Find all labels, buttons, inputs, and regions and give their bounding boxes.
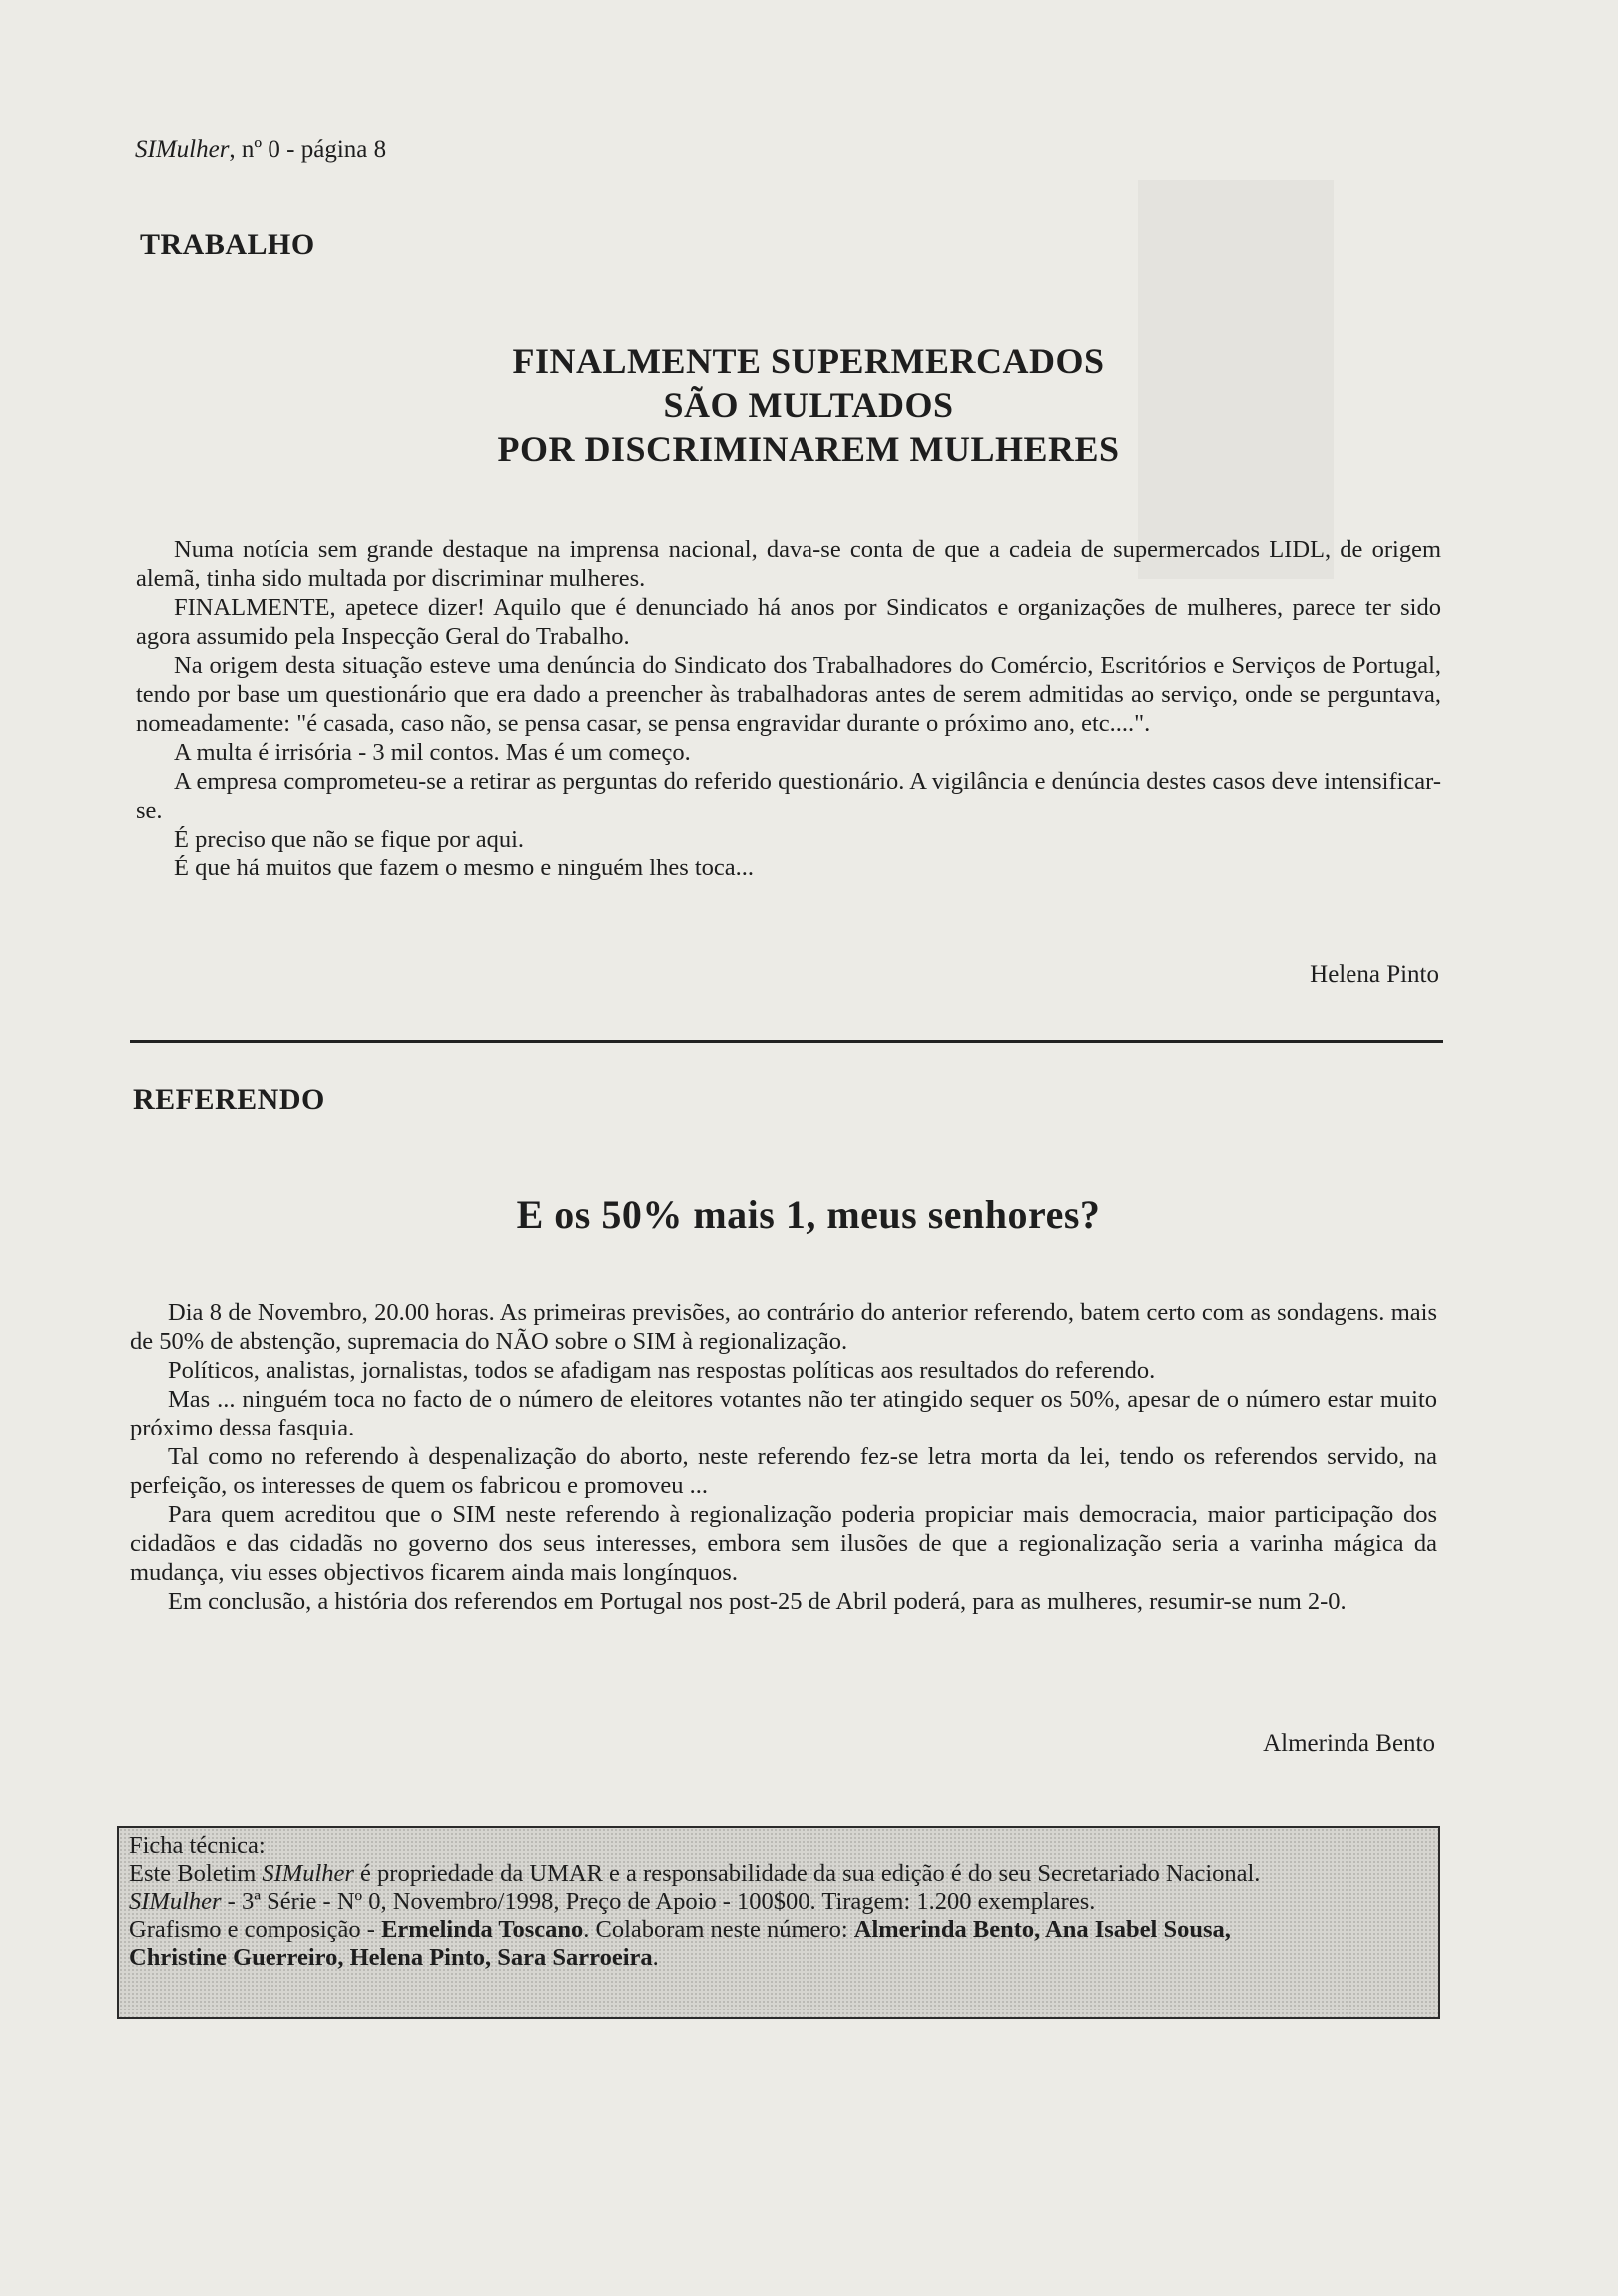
paragraph: Na origem desta situação esteve uma denúncia do Sindicato dos Trabalhadores do Comércio, Escritórios e Serviços de Portugal, tendo por base um questionário que era dado a preencher às trabalhadoras antes de serem admitidas ao serviço, onde se perguntava, nomeadamente: "é casada, caso não, se pensa casar, se pensa engravidar durante o próximo ano, etc....". [136,652,1441,737]
ficha-tecnica-box [117,1826,1440,2019]
contributors: Almerinda Bento, Ana Isabel Sousa, [853,1916,1231,1943]
paragraph: A multa é irrisória - 3 mil contos. Mas é um começo. [174,739,691,766]
paragraph: FINALMENTE, apetece dizer! Aquilo que é denunciado há anos por Sindicatos e organizações de mulheres, parece ter sido agora assumido pela Inspecção Geral do Trabalho. [136,594,1441,650]
section-label-trabalho: TRABALHO [140,228,315,261]
article1-author: Helena Pinto [1310,961,1439,988]
article2-body [130,1298,1437,1616]
paragraph: Mas ... ninguém toca no facto de o número de eleitores votantes não ter atingido sequer os 50%, apesar de o número estar muito próximo dessa fasquia. [130,1386,1437,1441]
paragraph: Tal como no referendo à despenalização do aborto, neste referendo fez-se letra morta da lei, tendo os referendos servido, na perfeição, os interesses de quem os fabricou e promoveu ... [130,1443,1437,1499]
headline-line-3: POR DISCRIMINAREM MULHERES [497,429,1120,469]
paragraph: É preciso que não se fique por aqui. [174,826,525,853]
paragraph: Em conclusão, a história dos referendos em Portugal nos post-25 de Abril poderá, para as mulheres, resumir-se num 2-0. [168,1588,1347,1615]
paragraph: É que há muitos que fazem o mesmo e ninguém lhes toca... [174,855,755,881]
paragraph: Para quem acreditou que o SIM neste referendo à regionalização poderia propiciar mais democracia, maior participação dos cidadãos e das cidadãs no governo dos seus interesses, embora sem ilusões de que a regionalização seria a varinha mágica da mudança, viu esses objectivos ficarem ainda mais longínquos. [130,1501,1437,1586]
article2-author: Almerinda Bento [1263,1730,1435,1757]
ficha-line-credits: Grafismo e composição - Ermelinda Toscano. Colaboram neste número: Almerinda Bento, Ana Isabel Sousa, [129,1916,1231,1943]
paragraph: Políticos, analistas, jornalistas, todos se afadigam nas respostas políticas aos resultados do referendo. [168,1357,1156,1384]
publication-name: SIMulher [129,1888,222,1915]
publication-name: SIMulher [262,1860,354,1887]
paragraph: A empresa comprometeu-se a retirar as perguntas do referido questionário. A vigilância e denúncia destes casos deve intensificar-se. [136,768,1441,824]
paragraph: Dia 8 de Novembro, 20.00 horas. As primeiras previsões, ao contrário do anterior referendo, batem certo com as sondagens. mais de 50% de abstenção, supremacia do NÃO sobre o SIM à regionalização. [130,1299,1437,1355]
paragraph: Numa notícia sem grande destaque na imprensa nacional, dava-se conta de que a cadeia de supermercados LIDL, de origem alemã, tinha sido multada por discriminar mulheres. [136,536,1441,592]
ficha-line-contributors: Christine Guerreiro, Helena Pinto, Sara Sarroeira. [129,1944,659,1971]
headline-line-1: FINALMENTE SUPERMERCADOS [512,341,1105,381]
ficha-title: Ficha técnica: [129,1832,266,1859]
publication-name: SIMulher [135,136,230,163]
section-divider [130,1040,1443,1043]
contributors: Christine Guerreiro, Helena Pinto, Sara Sarroeira [129,1944,653,1971]
issue-page-number: , nº 0 - página 8 [229,136,387,163]
ficha-line-ownership: Este Boletim SIMulher é propriedade da UMAR e a responsabilidade da sua edição é do seu Secretariado Nacional. [129,1860,1261,1887]
ficha-line-edition: SIMulher - 3ª Série - Nº 0, Novembro/1998, Preço de Apoio - 100$00. Tiragem: 1.200 exemplares. [129,1888,1096,1915]
headline-line-2: SÃO MULTADOS [663,385,954,425]
article1-body [136,535,1441,882]
article1-headline [379,339,1238,471]
designer-name: Ermelinda Toscano [381,1916,584,1943]
section-label-referendo: REFERENDO [133,1083,325,1116]
page-header [135,136,386,164]
article2-headline: E os 50% mais 1, meus senhores? [516,1192,1101,1237]
